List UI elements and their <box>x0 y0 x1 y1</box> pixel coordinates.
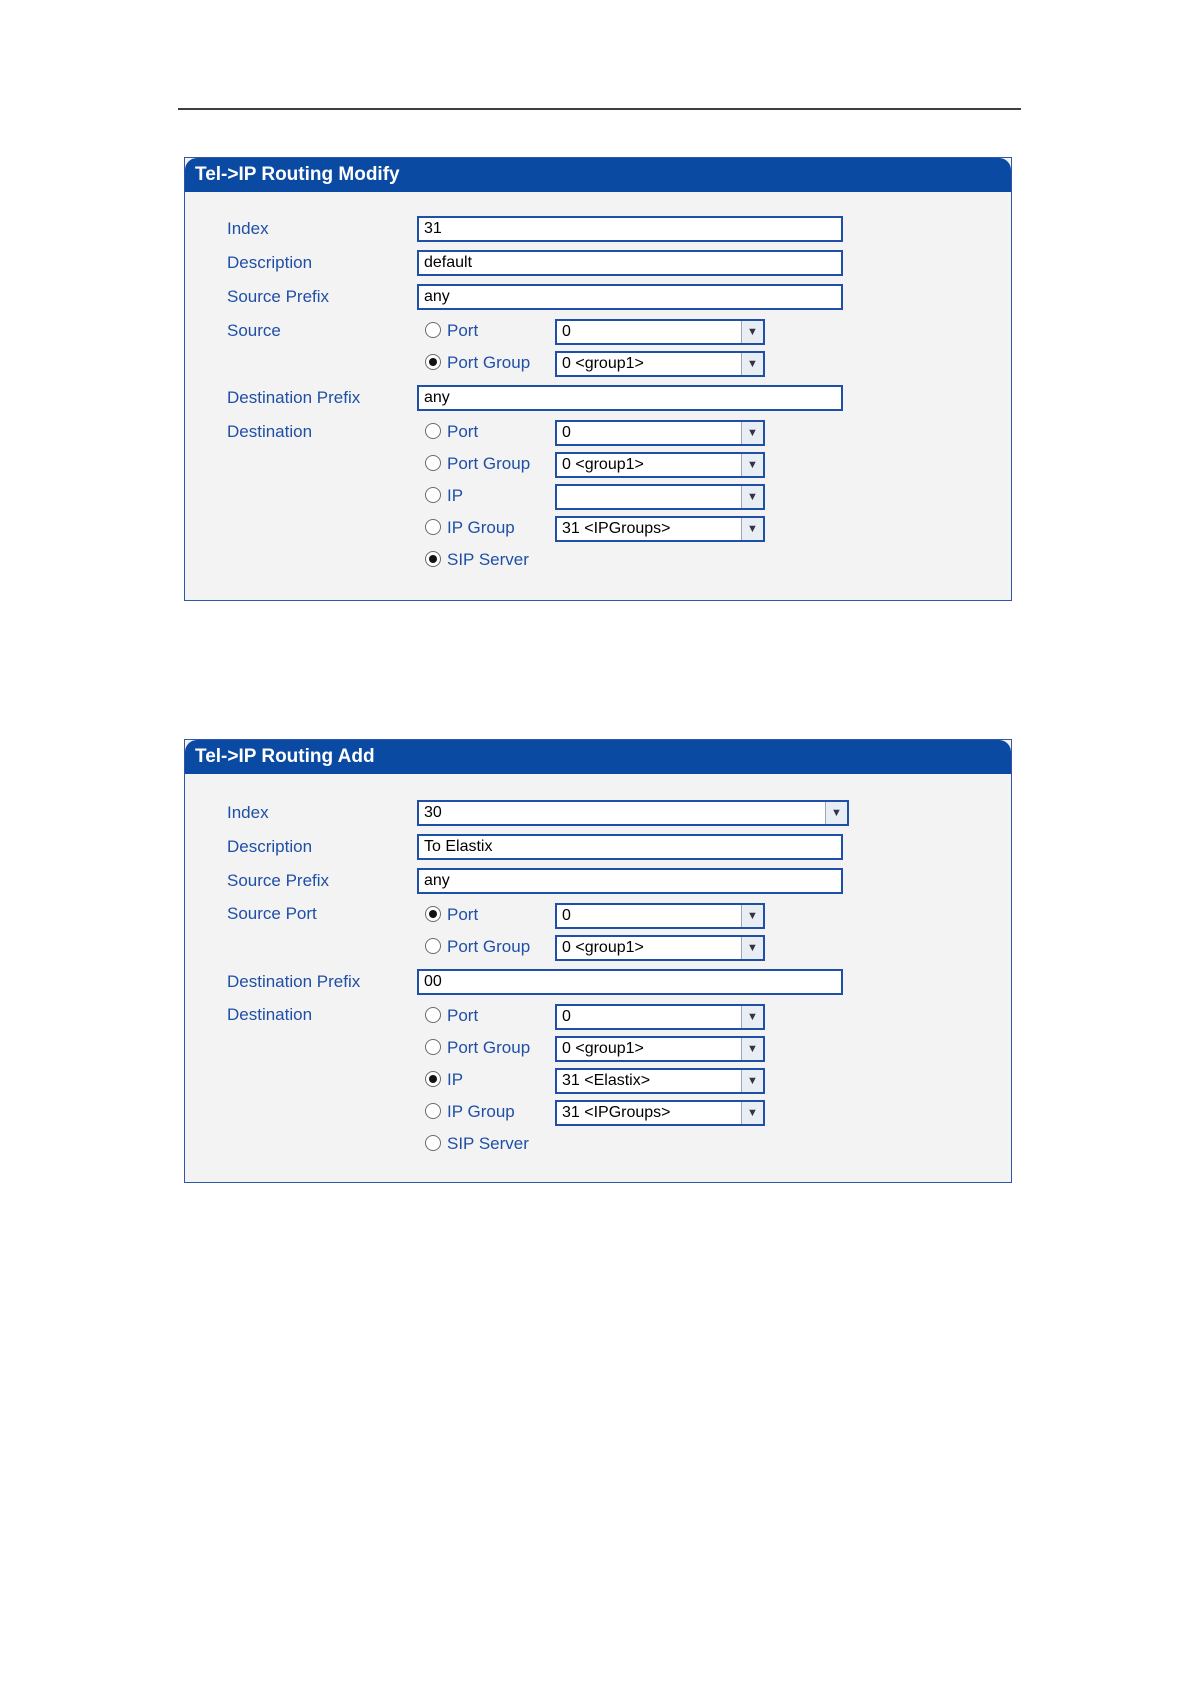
destination-sip-server-radio-label: SIP Server <box>447 550 529 569</box>
chevron-down-icon[interactable]: ▼ <box>741 1038 763 1060</box>
select-value: 0 <group1> <box>562 456 644 473</box>
destination-prefix-label: Destination Prefix <box>227 388 361 407</box>
chevron-down-icon[interactable]: ▼ <box>741 518 763 540</box>
destination-port-radio[interactable] <box>425 423 441 439</box>
chevron-down-icon[interactable]: ▼ <box>741 1006 763 1028</box>
index-select[interactable] <box>417 800 849 826</box>
chevron-down-icon[interactable]: ▼ <box>741 937 763 959</box>
chevron-down-icon[interactable]: ▼ <box>741 486 763 508</box>
source-prefix-label: Source Prefix <box>227 871 330 890</box>
destination-ip-radio[interactable] <box>425 487 441 503</box>
destination-port-group-radio-label: Port Group <box>447 1038 531 1057</box>
chevron-down-icon[interactable]: ▼ <box>741 1070 763 1092</box>
destination-prefix-input[interactable]: any <box>417 385 843 411</box>
page-top-rule <box>178 108 1021 110</box>
select-value: 0 <box>562 907 571 924</box>
source-port-label: Source Port <box>227 904 317 923</box>
description-label: Description <box>227 253 313 272</box>
description-input[interactable]: default <box>417 250 843 276</box>
destination-ip-group-select[interactable] <box>555 516 765 542</box>
destination-sip-server-radio-label: SIP Server <box>447 1134 529 1153</box>
chevron-down-icon[interactable]: ▼ <box>741 454 763 476</box>
chevron-down-icon[interactable]: ▼ <box>741 422 763 444</box>
select-value: 31 <Elastix> <box>562 1072 651 1089</box>
destination-ip-radio-label: IP <box>447 1070 464 1089</box>
source-label: Source <box>227 321 281 340</box>
source-port-group-select[interactable] <box>555 351 765 377</box>
index-label: Index <box>227 803 269 822</box>
source-port-radio[interactable] <box>425 322 441 338</box>
chevron-down-icon[interactable]: ▼ <box>825 802 847 824</box>
select-value: 0 <box>562 323 571 340</box>
source-port-radio-label: Port <box>447 321 479 340</box>
source-port-radio-label: Port <box>447 905 479 924</box>
destination-port-group-select[interactable] <box>555 1036 765 1062</box>
destination-prefix-input[interactable]: 00 <box>417 969 843 995</box>
destination-sip-server-radio[interactable] <box>425 551 441 567</box>
select-value: 0 <box>562 424 571 441</box>
destination-ip-group-radio[interactable] <box>425 1103 441 1119</box>
select-value: 0 <group1> <box>562 355 644 372</box>
source-port-group-radio-label: Port Group <box>447 353 531 372</box>
destination-ip-select[interactable] <box>555 484 765 510</box>
destination-port-radio-label: Port <box>447 1006 479 1025</box>
select-value: 0 <group1> <box>562 939 644 956</box>
source-port-group-select[interactable] <box>555 935 765 961</box>
source-port-radio[interactable] <box>425 906 441 922</box>
select-value: 0 <group1> <box>562 1040 644 1057</box>
source-port-group-radio[interactable] <box>425 938 441 954</box>
select-value: 30 <box>424 804 442 821</box>
chevron-down-icon[interactable]: ▼ <box>741 905 763 927</box>
destination-sip-server-radio[interactable] <box>425 1135 441 1151</box>
description-label: Description <box>227 837 313 856</box>
destination-port-select[interactable] <box>555 1004 765 1030</box>
destination-port-radio-label: Port <box>447 422 479 441</box>
chevron-down-icon[interactable]: ▼ <box>741 353 763 375</box>
source-port-group-radio-label: Port Group <box>447 937 531 956</box>
index-input[interactable]: 31 <box>417 216 843 242</box>
destination-ip-group-radio-label: IP Group <box>447 518 515 537</box>
chevron-down-icon[interactable]: ▼ <box>741 1102 763 1124</box>
tel-ip-routing-modify-panel <box>184 157 1012 601</box>
select-value: 31 <IPGroups> <box>562 1104 671 1121</box>
description-input[interactable]: To Elastix <box>417 834 843 860</box>
destination-ip-radio[interactable] <box>425 1071 441 1087</box>
source-prefix-input[interactable]: any <box>417 284 843 310</box>
destination-ip-group-radio-label: IP Group <box>447 1102 515 1121</box>
destination-ip-radio-label: IP <box>447 486 464 505</box>
destination-port-radio[interactable] <box>425 1007 441 1023</box>
destination-port-group-radio[interactable] <box>425 455 441 471</box>
source-prefix-label: Source Prefix <box>227 287 330 306</box>
panel-title: Tel->IP Routing Add <box>185 740 1011 774</box>
destination-label: Destination <box>227 422 313 441</box>
select-value: 31 <IPGroups> <box>562 520 671 537</box>
chevron-down-icon[interactable]: ▼ <box>741 321 763 343</box>
source-prefix-input[interactable]: any <box>417 868 843 894</box>
source-port-select[interactable] <box>555 903 765 929</box>
destination-port-group-radio-label: Port Group <box>447 454 531 473</box>
destination-prefix-label: Destination Prefix <box>227 972 361 991</box>
destination-ip-select[interactable] <box>555 1068 765 1094</box>
index-label: Index <box>227 219 269 238</box>
panel-title: Tel->IP Routing Modify <box>185 158 1011 192</box>
destination-ip-group-radio[interactable] <box>425 519 441 535</box>
tel-ip-routing-add-panel <box>184 739 1012 1183</box>
source-port-select[interactable] <box>555 319 765 345</box>
select-value: 0 <box>562 1008 571 1025</box>
destination-port-select[interactable] <box>555 420 765 446</box>
destination-label: Destination <box>227 1005 313 1024</box>
destination-port-group-select[interactable] <box>555 452 765 478</box>
destination-port-group-radio[interactable] <box>425 1039 441 1055</box>
destination-ip-group-select[interactable] <box>555 1100 765 1126</box>
source-port-group-radio[interactable] <box>425 354 441 370</box>
